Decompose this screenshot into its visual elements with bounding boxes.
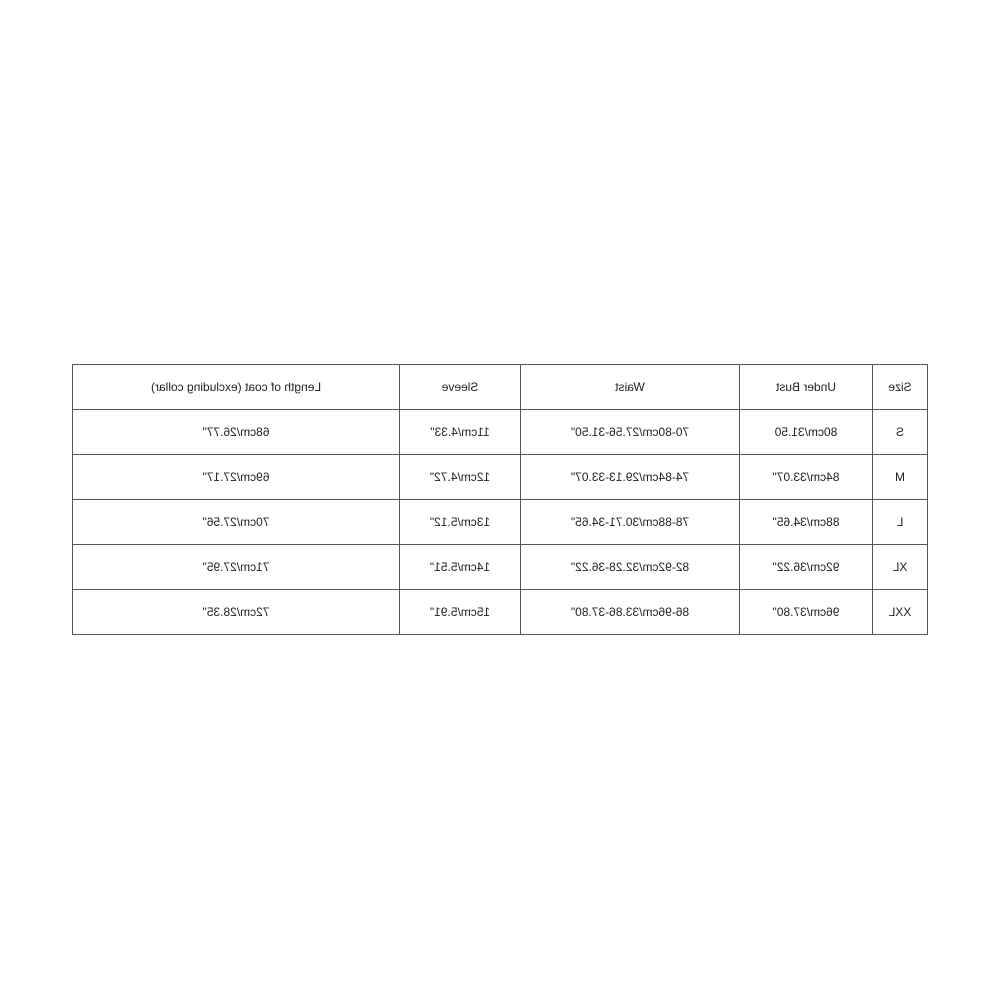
cell-coat-length: 69cm/27.17" [73, 455, 400, 500]
cell-under-bust: 96cm/37.80" [740, 590, 873, 635]
cell-sleeve: 11cm/4.33" [400, 410, 521, 455]
table-row [73, 410, 928, 455]
cell-waist: 74-84cm/29.13-33.07" [521, 455, 740, 500]
cell-under-bust: 84cm/33.07" [740, 455, 873, 500]
cell-size: XL [873, 545, 928, 590]
header-row [73, 365, 928, 410]
table-row [73, 590, 928, 635]
table-row [73, 545, 928, 590]
cell-size: XXL [873, 590, 928, 635]
header-under-bust: Under Bust [740, 365, 873, 410]
cell-under-bust: 80cm/31.50 [740, 410, 873, 455]
cell-under-bust: 88cm/34.65" [740, 500, 873, 545]
cell-size: L [873, 500, 928, 545]
cell-size: M [873, 455, 928, 500]
cell-sleeve: 12cm/4.72" [400, 455, 521, 500]
header-coat-length: Length of coat (excluding collar) [73, 365, 400, 410]
cell-coat-length: 68cm/26.77" [73, 410, 400, 455]
cell-waist: 86-96cm/33.86-37.80" [521, 590, 740, 635]
size-chart-container [72, 364, 927, 635]
header-size: Size [873, 365, 928, 410]
cell-coat-length: 70cm/27.56" [73, 500, 400, 545]
header-sleeve: Sleeve [400, 365, 521, 410]
cell-size: S [873, 410, 928, 455]
cell-sleeve: 15cm/5.91" [400, 590, 521, 635]
cell-sleeve: 14cm/5.51" [400, 545, 521, 590]
size-chart-table [72, 364, 928, 635]
cell-coat-length: 72cm/28.35" [73, 590, 400, 635]
table-row [73, 500, 928, 545]
table-row [73, 455, 928, 500]
cell-waist: 82-92cm/32.28-36.22" [521, 545, 740, 590]
cell-under-bust: 92cm/36.22" [740, 545, 873, 590]
header-waist: Waist [521, 365, 740, 410]
cell-waist: 70-80cm/27.56-31.50" [521, 410, 740, 455]
cell-coat-length: 71cm/27.95" [73, 545, 400, 590]
cell-waist: 78-88cm/30.71-34.65" [521, 500, 740, 545]
cell-sleeve: 13cm/5.12" [400, 500, 521, 545]
